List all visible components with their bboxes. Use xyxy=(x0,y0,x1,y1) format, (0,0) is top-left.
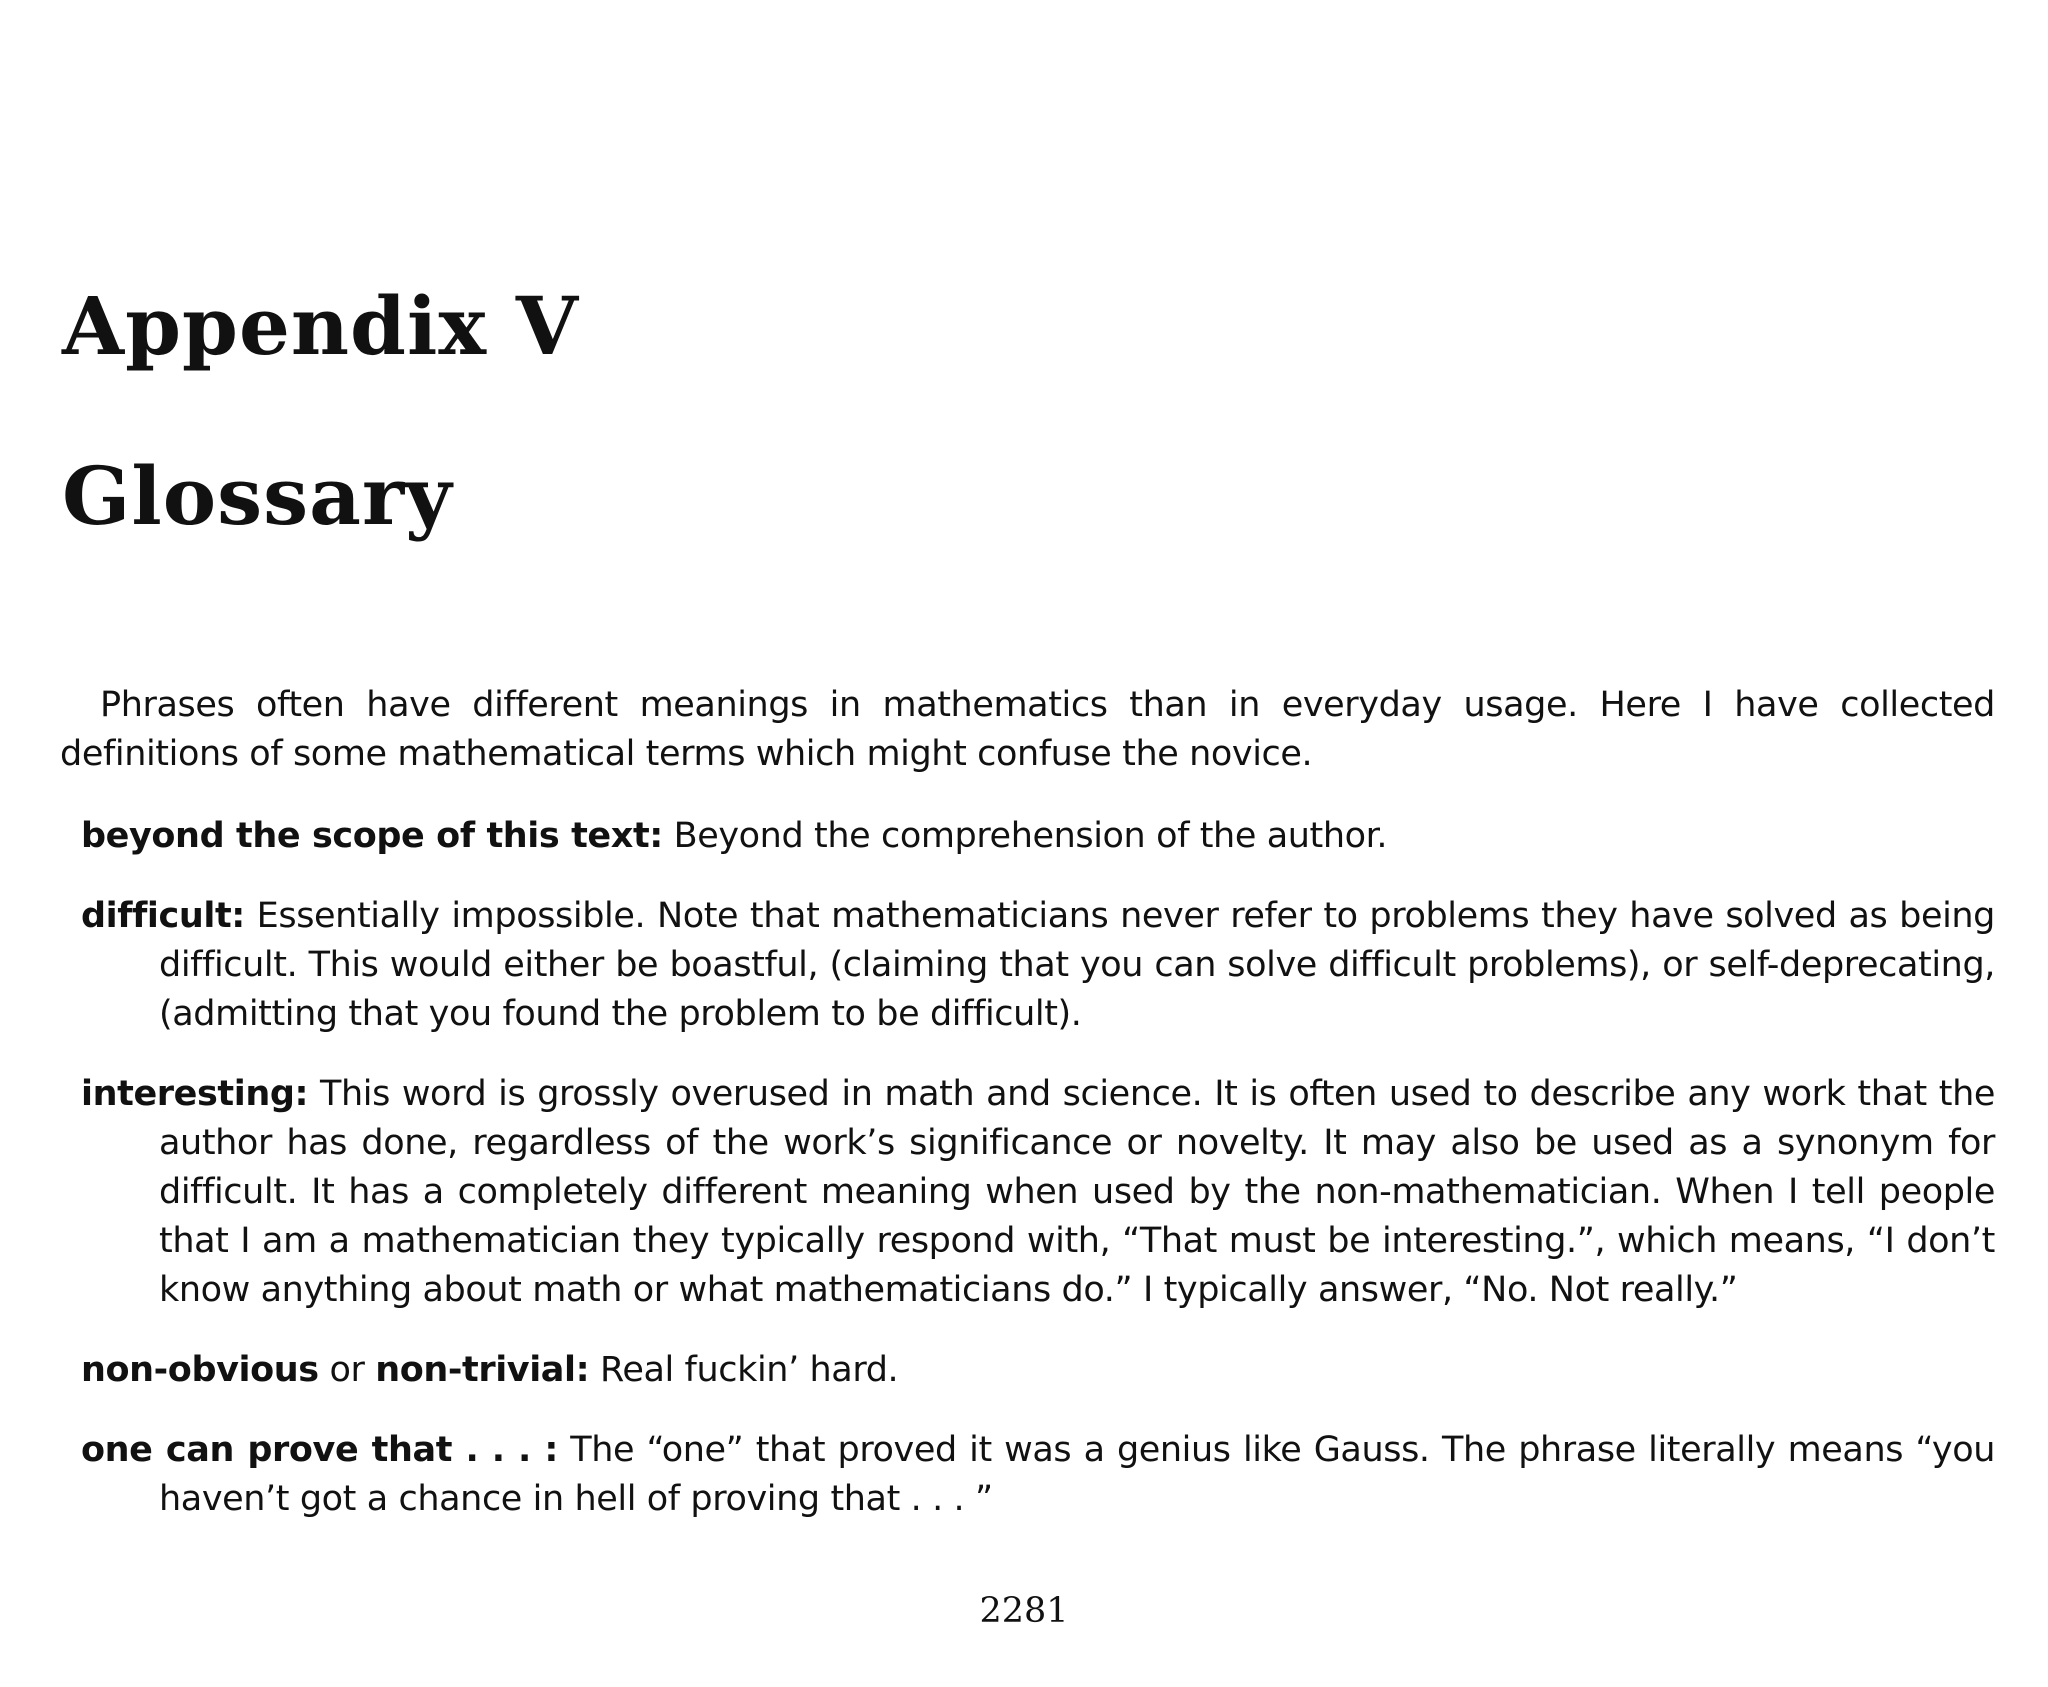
glossary-definition: Real fuckin’ hard. xyxy=(599,1350,899,1390)
glossary-term: interesting: xyxy=(81,1074,309,1114)
glossary-term: non-trivial: xyxy=(375,1350,590,1390)
glossary-term: difficult: xyxy=(81,896,245,936)
glossary-entry-non-obvious xyxy=(60,1346,1995,1395)
chapter-title: Glossary xyxy=(62,449,453,543)
glossary-connector: or xyxy=(329,1350,365,1390)
glossary-body xyxy=(60,681,1995,1555)
glossary-definition: Beyond the comprehension of the author. xyxy=(673,816,1388,856)
glossary-entry-one-can-prove xyxy=(60,1426,1995,1524)
glossary-term: one can prove that . . . : xyxy=(81,1430,558,1470)
page-number: 2281 xyxy=(979,1591,1069,1631)
glossary-definition: The “one” that proved it was a genius like Gauss. The phrase literally means “you haven’t got a chance in hell of proving that . . . ” xyxy=(159,1430,1995,1519)
glossary-term: beyond the scope of this text: xyxy=(81,816,663,856)
glossary-term: non-obvious xyxy=(81,1350,319,1390)
intro-paragraph: Phrases often have different meanings in mathematics than in everyday usage. Here I have collected definitions of some mathematical terms which might confuse the novice. xyxy=(60,685,1995,774)
glossary-entry-beyond-scope xyxy=(60,812,1995,861)
glossary-entry-difficult xyxy=(60,892,1995,1039)
glossary-entry-interesting xyxy=(60,1070,1995,1315)
appendix-label: Appendix V xyxy=(62,279,579,373)
glossary-definition: Essentially impossible. Note that mathematicians never refer to problems they have solved as being difficult. This would either be boastful, (claiming that you can solve difficult problems), or self-deprecating, (admitting that you found the problem to be difficult). xyxy=(159,896,1995,1034)
glossary-definition: This word is grossly overused in math and science. It is often used to describe any work that the author has done, regardless of the work’s significance or novelty. It may also be used as a synonym for difficult. It has a completely different meaning when used by the non-mathematician. When I tell people that I am a mathematician they typically respond with, “That must be interesting.”, which means, “I don’t know anything about math or what mathematicians do.” I typically answer, “No. Not really.” xyxy=(159,1074,1995,1310)
